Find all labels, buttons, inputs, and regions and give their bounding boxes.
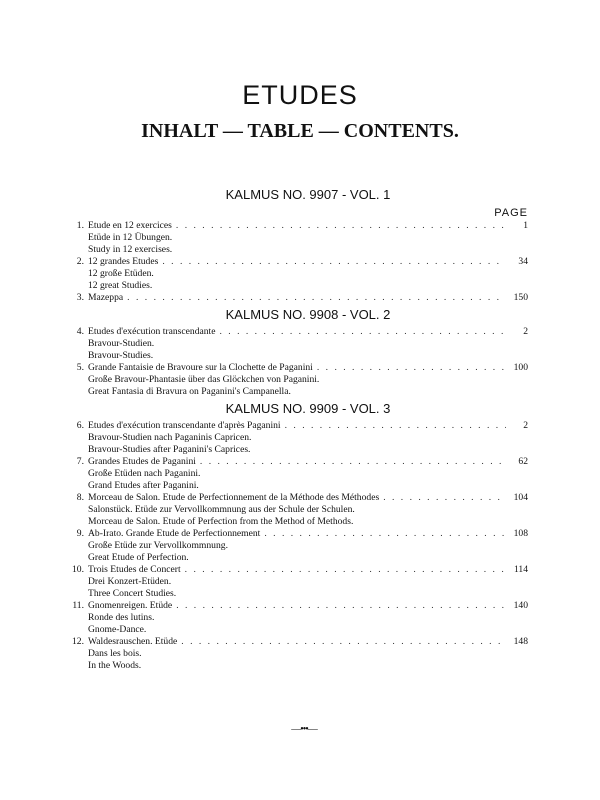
entry-translation: Bravour-Studies. bbox=[88, 350, 154, 361]
toc-entry bbox=[76, 220, 528, 256]
entry-translation: Bravour-Studien. bbox=[88, 338, 155, 349]
entry-page-number: 140 bbox=[513, 600, 528, 611]
dot-leader bbox=[285, 420, 506, 432]
entry-translation: 12 große Etüden. bbox=[88, 268, 154, 279]
toc-entry bbox=[76, 528, 528, 564]
entry-translation: Three Concert Studies. bbox=[88, 588, 177, 599]
entry-number: 9. bbox=[76, 528, 84, 539]
volume-heading: KALMUS NO. 9907 - VOL. 1 bbox=[225, 187, 391, 202]
entry-translation: Bravour-Studien nach Paganinis Capricen. bbox=[88, 432, 252, 443]
toc-entry bbox=[76, 256, 528, 292]
dot-leader bbox=[383, 492, 506, 504]
toc-entry bbox=[76, 362, 528, 398]
entry-number: 4. bbox=[76, 326, 84, 337]
entry-page-number: 100 bbox=[513, 362, 528, 373]
entry-translation: Große Etüden nach Paganini. bbox=[88, 468, 201, 479]
toc-entry bbox=[72, 636, 528, 672]
entry-page-number: 34 bbox=[518, 256, 528, 267]
toc-entry bbox=[76, 456, 528, 492]
entry-title: Mazeppa bbox=[88, 292, 124, 303]
entry-page-number: 1 bbox=[523, 220, 528, 231]
entry-translation: In the Woods. bbox=[88, 660, 142, 671]
entry-page-number: 2 bbox=[523, 420, 528, 431]
dot-leader bbox=[181, 636, 506, 648]
entry-title: Gnomenreigen. Etüde bbox=[88, 600, 173, 611]
entry-translation: Dans les bois. bbox=[88, 648, 142, 659]
toc-entry bbox=[76, 420, 528, 456]
entry-title: Etude en 12 exercices bbox=[88, 220, 172, 231]
entry-title: Grandes Etudes de Paganini bbox=[88, 456, 196, 467]
entry-number: 7. bbox=[76, 456, 84, 467]
entry-number: 6. bbox=[76, 420, 84, 431]
toc-entry bbox=[76, 492, 528, 528]
entry-translation: Great Fantasia di Bravura on Paganini's Campanella. bbox=[88, 386, 291, 397]
dot-leader bbox=[317, 362, 506, 374]
entry-translation: Salonstück. Etüde zur Vervollkommnung aus der Schule der Schulen. bbox=[88, 504, 355, 515]
dot-leader bbox=[219, 326, 506, 338]
page-title: ETUDES bbox=[242, 80, 358, 110]
table-of-contents bbox=[72, 184, 528, 672]
entry-title: Grande Fantaisie de Bravoure sur la Clochette de Paganini bbox=[88, 362, 313, 373]
entry-translation: Große Etüde zur Vervollkommnung. bbox=[88, 540, 228, 551]
entry-title: Morceau de Salon. Etude de Perfectionnement de la Méthode des Méthodes bbox=[88, 492, 380, 503]
entry-title: Etudes d'exécution transcendante d'après Paganini bbox=[88, 420, 281, 431]
volume-heading: KALMUS NO. 9908 - VOL. 2 bbox=[225, 307, 391, 322]
toc-entry bbox=[72, 564, 528, 600]
entry-number: 12. bbox=[72, 636, 84, 647]
toc-entry bbox=[76, 326, 528, 362]
entry-translation: Etüde in 12 Übungen. bbox=[88, 232, 173, 243]
dot-leader bbox=[264, 528, 506, 540]
page-column-label: PAGE bbox=[494, 207, 528, 219]
entry-title: Waldesrauschen. Etüde bbox=[88, 636, 178, 647]
entry-translation: Great Etude of Perfection. bbox=[88, 552, 189, 563]
toc-entry bbox=[72, 600, 528, 636]
entry-title: Etudes d'exécution transcendante bbox=[88, 326, 216, 337]
entry-page-number: 104 bbox=[513, 492, 528, 503]
entry-translation: Ronde des lutins. bbox=[88, 612, 155, 623]
dot-leader bbox=[176, 220, 506, 232]
entry-number: 11. bbox=[72, 600, 84, 611]
entry-number: 2. bbox=[76, 256, 84, 267]
entry-page-number: 114 bbox=[513, 564, 528, 575]
toc-entry bbox=[76, 292, 528, 304]
entry-translation: Gnome-Dance. bbox=[88, 624, 147, 635]
entry-translation: Study in 12 exercises. bbox=[88, 244, 173, 255]
dot-leader bbox=[162, 256, 506, 268]
entry-number: 8. bbox=[76, 492, 84, 503]
entry-number: 3. bbox=[76, 292, 84, 303]
entry-title: Trois Etudes de Concert bbox=[88, 564, 181, 575]
dot-leader bbox=[127, 292, 506, 304]
entry-title: 12 grandes Etudes bbox=[88, 256, 159, 267]
entry-page-number: 62 bbox=[518, 456, 528, 467]
entry-translation: Drei Konzert-Etüden. bbox=[88, 576, 172, 587]
entry-translation: Große Bravour-Phantasie über das Glöckchen von Paganini. bbox=[88, 374, 320, 385]
entry-page-number: 2 bbox=[523, 326, 528, 337]
entry-translation: 12 great Studies. bbox=[88, 280, 153, 291]
entry-number: 1. bbox=[76, 220, 84, 231]
entry-translation: Grand Etudes after Paganini. bbox=[88, 480, 199, 491]
dot-leader bbox=[176, 600, 506, 612]
entry-page-number: 148 bbox=[513, 636, 528, 647]
entry-title: Ab-Irato. Grande Etude de Perfectionnement bbox=[88, 528, 261, 539]
entry-translation: Morceau de Salon. Etude of Perfection from the Method of Methods. bbox=[88, 516, 354, 527]
entry-number: 10. bbox=[72, 564, 84, 575]
entry-translation: Bravour-Studies after Paganini's Caprices. bbox=[88, 444, 251, 455]
contents-subtitle: INHALT — TABLE — CONTENTS. bbox=[141, 120, 459, 142]
entry-page-number: 150 bbox=[513, 292, 528, 303]
entry-number: 5. bbox=[76, 362, 84, 373]
ornament-divider: —•••— bbox=[291, 724, 317, 735]
entry-page-number: 108 bbox=[513, 528, 528, 539]
volume-heading: KALMUS NO. 9909 - VOL. 3 bbox=[225, 401, 391, 416]
dot-leader bbox=[200, 456, 506, 468]
dot-leader bbox=[185, 564, 506, 576]
